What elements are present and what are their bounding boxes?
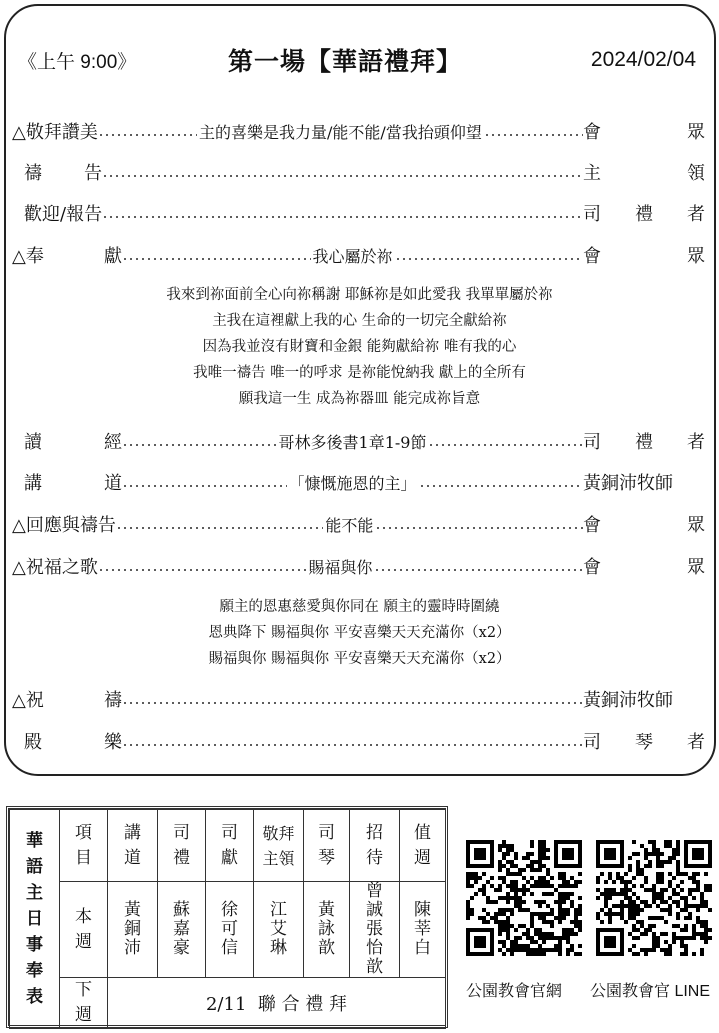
service-title: 第一場【華語禮拜】 <box>228 47 463 76</box>
order-responsible: 主 領 <box>583 163 705 184</box>
role-header: 講 道 <box>108 810 158 882</box>
order-row-reading <box>10 426 705 456</box>
order-row-welcome <box>10 198 705 228</box>
qr-code-icon[interactable] <box>596 840 712 956</box>
order-label: 講 道 <box>24 473 122 494</box>
order-row-offering <box>10 240 705 270</box>
leader-dots <box>395 240 584 270</box>
leader-dots <box>484 116 583 146</box>
qr-caption-line: 公園教會官 LINE <box>590 983 711 1000</box>
roster-title: 華 語 主 日 事 奉 表 <box>10 810 60 1029</box>
leader-dots <box>98 116 197 146</box>
next-week-note: 2/11 聯 合 禮 拜 <box>108 978 446 1029</box>
order-label: 禱 告 <box>24 163 102 184</box>
order-row-prayer <box>10 157 705 187</box>
this-week-label: 本 週 <box>60 882 108 978</box>
service-time: 《上午 9:00》 <box>18 51 137 73</box>
leader-dots <box>374 551 583 581</box>
order-responsible: 黃銅沛牧師 <box>583 690 673 711</box>
qr-caption-website: 公園教會官網 <box>466 983 563 1000</box>
order-detail: 「慷慨施恩的主」 <box>288 473 417 493</box>
order-label: △奉 獻 <box>12 246 122 267</box>
leader-dots <box>428 426 583 456</box>
order-label: △敬拜讚美 <box>12 122 98 143</box>
order-detail: 賜福與你 <box>308 557 373 577</box>
order-detail: 我心屬於祢 <box>312 246 393 266</box>
order-label: △回應與禱告 <box>12 515 116 536</box>
order-row-worship <box>10 116 705 146</box>
order-responsible: 會 眾 <box>583 246 706 267</box>
roster-name: 黃 銅 沛 <box>108 882 158 978</box>
order-detail: 主的喜樂是我力量/能不能/當我抬頭仰望 <box>199 122 482 142</box>
leader-dots <box>116 509 324 539</box>
service-date: 2024/02/04 <box>590 48 696 71</box>
order-responsible: 司 禮 者 <box>583 432 706 453</box>
leader-dots <box>102 198 583 228</box>
order-row-blessing-song <box>10 551 705 581</box>
order-label: 歡迎/報告 <box>24 204 103 225</box>
service-roster <box>6 806 448 1028</box>
role-header: 司 獻 <box>206 810 254 882</box>
role-header: 招 待 <box>350 810 400 882</box>
roster-name: 曾 誠 張 怡 歆 <box>350 882 400 978</box>
order-row-sermon <box>10 467 705 497</box>
role-header: 司 禮 <box>158 810 206 882</box>
leader-dots <box>102 157 583 187</box>
roster-name: 江 艾 琳 <box>254 882 304 978</box>
leader-dots <box>419 467 584 497</box>
leader-dots <box>122 240 311 270</box>
offering-lyrics: 我來到祢面前全心向祢稱謝 耶穌祢是如此愛我 我單單屬於祢 主我在這裡獻上我的心 生命的一切完全獻給祢 因為我並沒有財寶和金銀 能夠獻給祢 唯有我的心 我唯一禱告 唯一的呼求 是祢能悅納我 獻上的全所有 願我這一生 成為祢器皿 能完成祢旨意 <box>166 287 553 407</box>
order-responsible: 司 禮 者 <box>583 204 705 225</box>
order-responsible: 會 眾 <box>583 122 706 143</box>
order-responsible: 司 琴 者 <box>583 732 705 753</box>
order-label: 殿 樂 <box>24 732 122 753</box>
next-week-label: 下 週 <box>60 978 108 1029</box>
roster-name: 陳 莘 白 <box>400 882 446 978</box>
role-header: 值 週 <box>400 810 446 882</box>
order-responsible: 會 眾 <box>583 557 706 578</box>
order-label: △祝福之歌 <box>12 557 98 578</box>
roster-name: 蘇 嘉 豪 <box>158 882 206 978</box>
order-row-response <box>10 509 705 539</box>
role-header: 敬拜主領 <box>254 810 304 882</box>
order-label: △祝 禱 <box>12 690 122 711</box>
order-detail: 哥林多後書1章1-9節 <box>278 432 427 452</box>
leader-dots <box>375 509 583 539</box>
order-responsible: 黃銅沛牧師 <box>583 473 674 494</box>
roster-name: 黃 詠 歆 <box>304 882 350 978</box>
qr-code-icon[interactable] <box>466 840 582 956</box>
order-row-benediction <box>10 684 705 714</box>
order-responsible: 會 眾 <box>583 515 706 536</box>
roster-name: 徐 可 信 <box>206 882 254 978</box>
role-header: 司 琴 <box>304 810 350 882</box>
order-label: 讀 經 <box>24 432 122 453</box>
leader-dots <box>122 426 277 456</box>
leader-dots <box>98 551 307 581</box>
roster-item-header: 項 目 <box>60 810 108 882</box>
leader-dots <box>122 684 583 714</box>
blessing-lyrics: 願主的恩惠慈愛與你同在 願主的靈時時圍繞 恩典降下 賜福與你 平安喜樂天天充滿你（x2） 賜福與你 賜福與你 平安喜樂天天充滿你（x2） <box>208 599 511 667</box>
leader-dots <box>122 726 583 756</box>
leader-dots <box>122 467 287 497</box>
order-detail: 能不能 <box>325 515 374 535</box>
order-row-postlude <box>10 726 705 756</box>
